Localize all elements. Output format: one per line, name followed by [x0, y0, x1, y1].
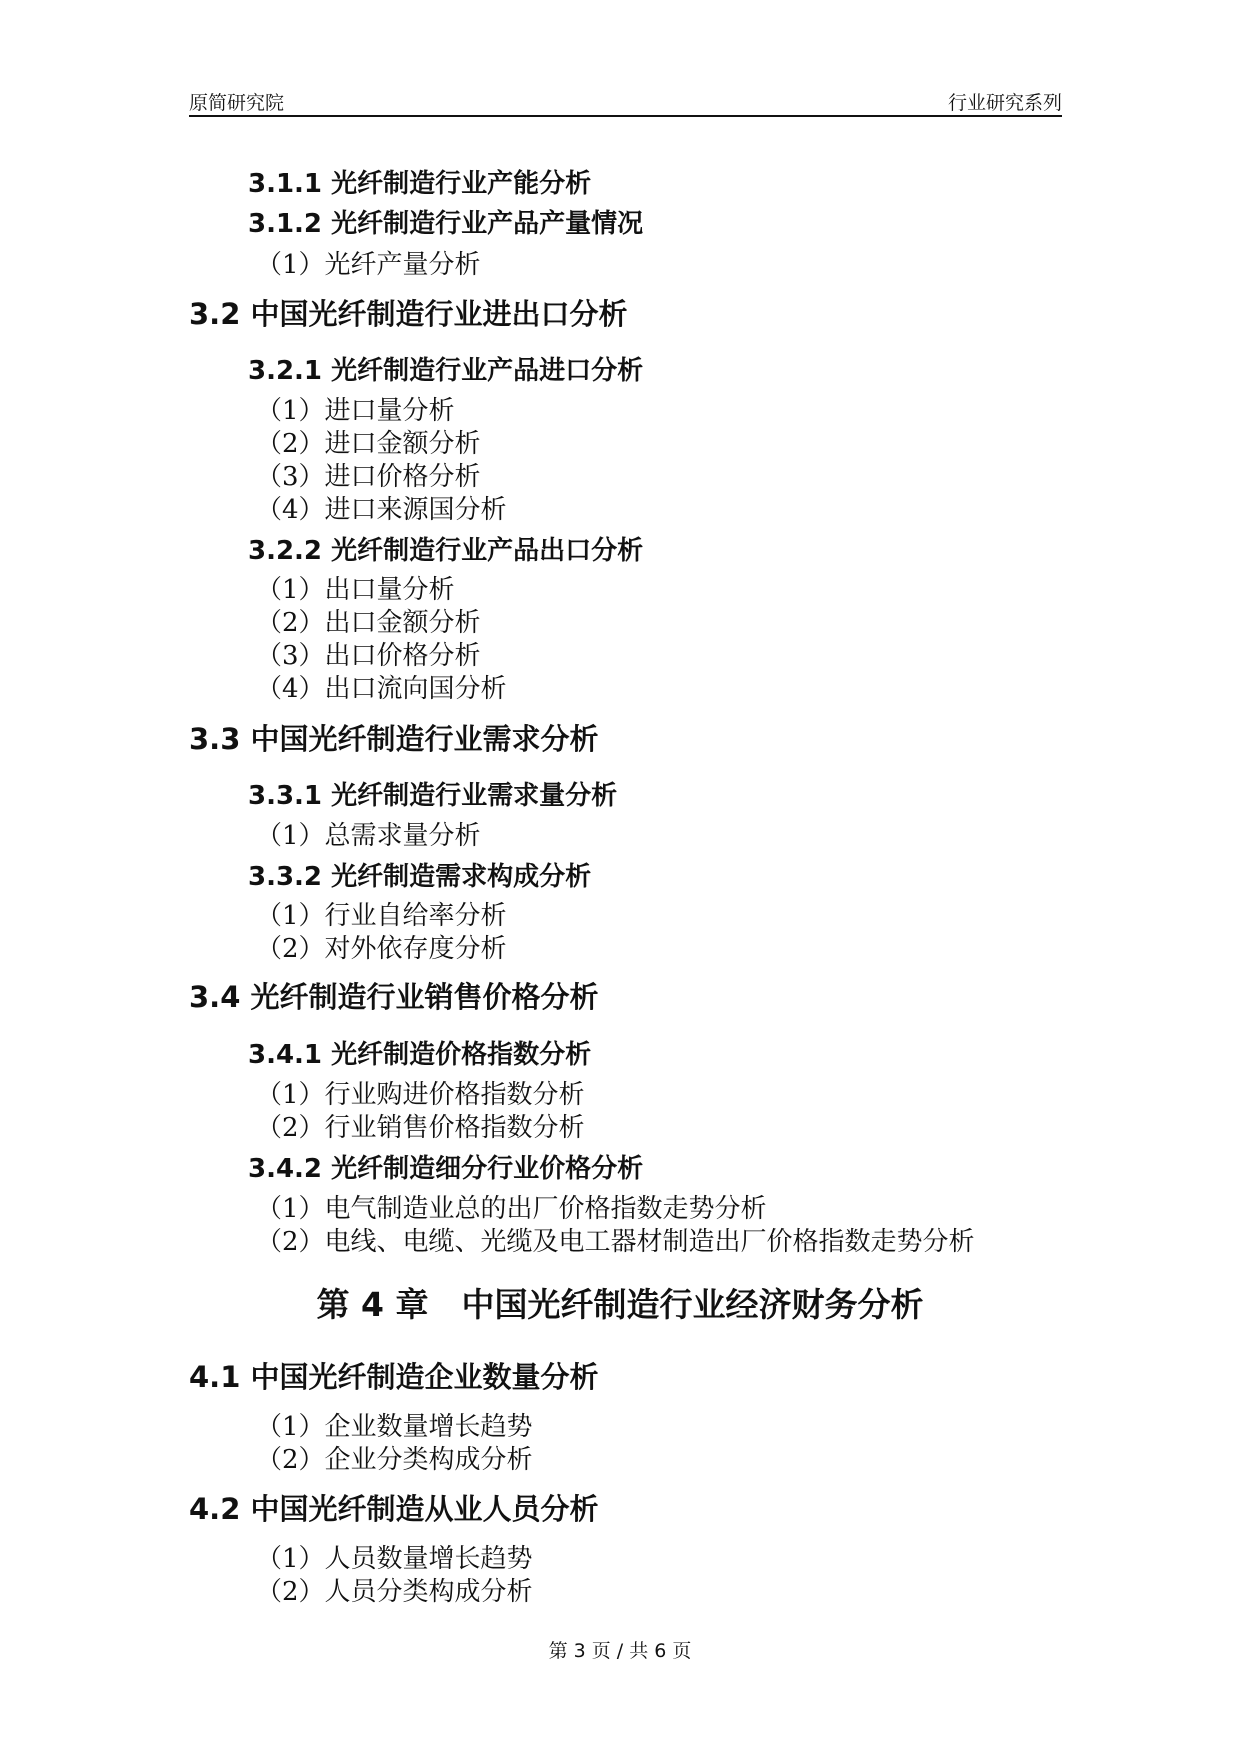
toc-chapter-heading: 第 4 章 中国光纤制造行业经济财务分析 [316, 1285, 924, 1324]
toc-subsection: 3.1.2 光纤制造行业产品产量情况 [248, 209, 644, 239]
toc-item: （3）出口价格分析 [256, 641, 481, 671]
toc-item: （2）人员分类构成分析 [256, 1577, 533, 1607]
header-org-name: 原简研究院 [189, 92, 285, 114]
toc-section: 4.2 中国光纤制造从业人员分析 [189, 1492, 599, 1526]
toc-subsection: 3.2.2 光纤制造行业产品出口分析 [248, 536, 644, 566]
header-series-name: 行业研究系列 [947, 92, 1062, 114]
header-divider [189, 115, 1062, 117]
page-number: 第 3 页 / 共 6 页 [548, 1640, 692, 1662]
toc-item: （4）出口流向国分析 [256, 674, 507, 704]
toc-item: （1）出口量分析 [256, 575, 455, 605]
toc-item: （2）企业分类构成分析 [256, 1445, 533, 1475]
toc-item: （1）行业购进价格指数分析 [256, 1080, 585, 1110]
toc-subsection: 3.4.1 光纤制造价格指数分析 [248, 1040, 592, 1070]
toc-item: （4）进口来源国分析 [256, 495, 507, 525]
toc-item: （1）企业数量增长趋势 [256, 1412, 533, 1442]
toc-item: （1）进口量分析 [256, 396, 455, 426]
toc-item: （2）电线、电缆、光缆及电工器材制造出厂价格指数走势分析 [256, 1227, 975, 1257]
toc-item: （1）电气制造业总的出厂价格指数走势分析 [256, 1194, 767, 1224]
toc-item: （1）光纤产量分析 [256, 250, 481, 280]
toc-item: （3）进口价格分析 [256, 462, 481, 492]
toc-section: 3.2 中国光纤制造行业进出口分析 [189, 297, 628, 331]
toc-subsection: 3.2.1 光纤制造行业产品进口分析 [248, 356, 644, 386]
toc-item: （2）对外依存度分析 [256, 934, 507, 964]
toc-subsection: 3.3.1 光纤制造行业需求量分析 [248, 781, 618, 811]
toc-item: （1）人员数量增长趋势 [256, 1544, 533, 1574]
toc-subsection: 3.3.2 光纤制造需求构成分析 [248, 862, 592, 892]
toc-item: （1）总需求量分析 [256, 821, 481, 851]
toc-item: （2）进口金额分析 [256, 429, 481, 459]
toc-item: （2）行业销售价格指数分析 [256, 1113, 585, 1143]
toc-section: 3.4 光纤制造行业销售价格分析 [189, 980, 599, 1014]
toc-item: （1）行业自给率分析 [256, 901, 507, 931]
toc-subsection: 3.4.2 光纤制造细分行业价格分析 [248, 1154, 644, 1184]
toc-section: 4.1 中国光纤制造企业数量分析 [189, 1360, 599, 1394]
toc-item: （2）出口金额分析 [256, 608, 481, 638]
toc-section: 3.3 中国光纤制造行业需求分析 [189, 722, 599, 756]
page-header [189, 88, 1062, 114]
toc-subsection: 3.1.1 光纤制造行业产能分析 [248, 169, 592, 199]
